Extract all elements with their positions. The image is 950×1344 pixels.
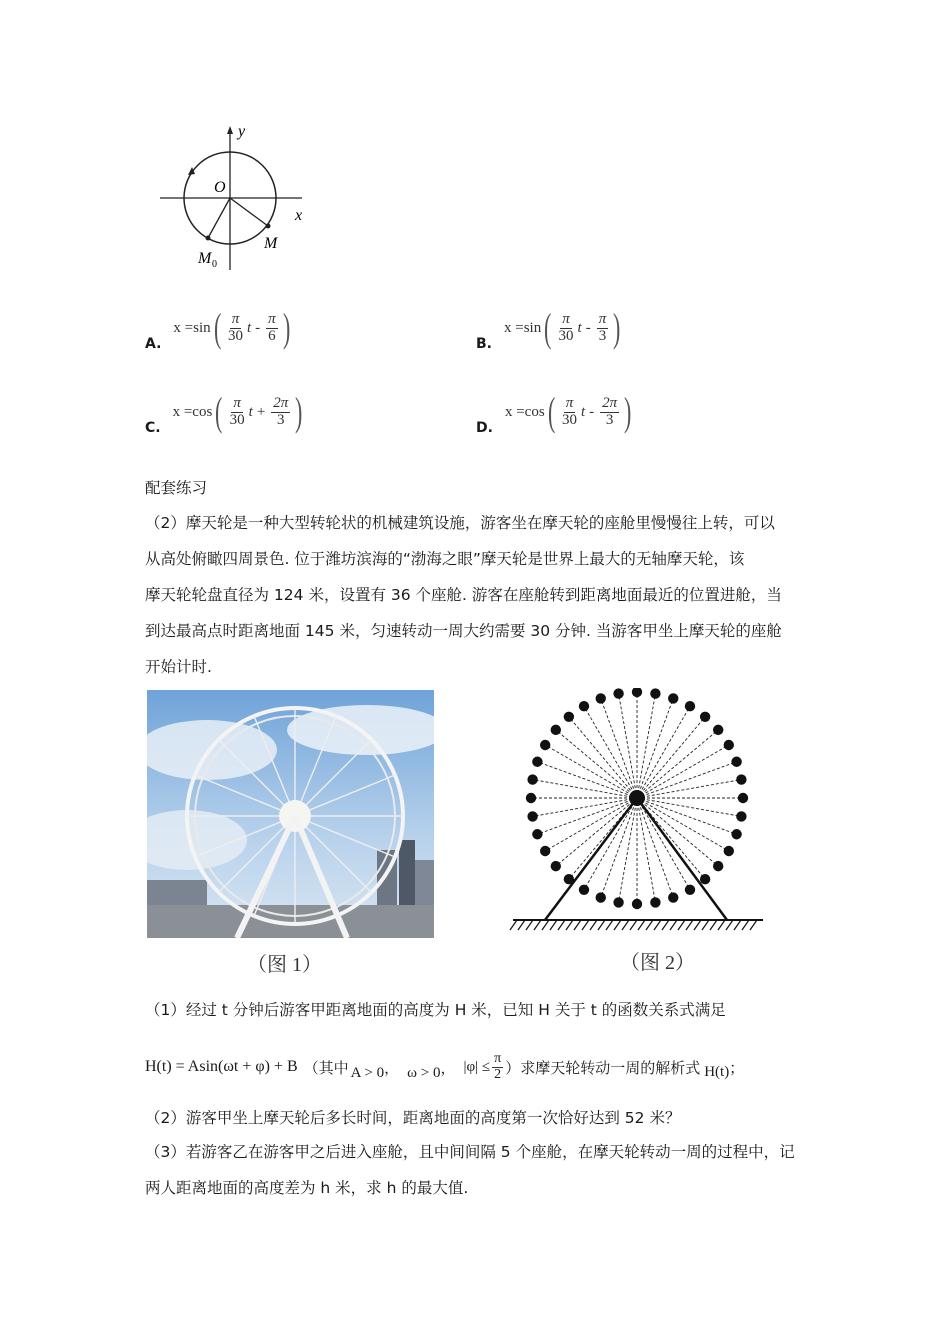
wheel-cabin [724, 740, 734, 750]
ground-hatch [670, 920, 677, 930]
ground-hatch [622, 920, 629, 930]
option-letter: D. [476, 420, 493, 436]
comma: ， [384, 1058, 400, 1077]
note-open: （其中 [303, 1058, 349, 1077]
wheel-cabin [579, 885, 589, 895]
ground-hatch [566, 920, 573, 930]
ferris-wheel-photo [147, 690, 434, 938]
phase-num: π [598, 310, 607, 327]
ground-hatch [574, 920, 581, 930]
phi-bound-den: 2 [494, 1066, 502, 1082]
wheel-cabin [685, 701, 695, 711]
problem-paragraph [145, 505, 825, 685]
wheel-cabin [713, 861, 723, 871]
wheel-spoke [619, 798, 637, 902]
question-1-formula [145, 1052, 744, 1082]
problem-line: 从高处俯瞰四周景色. 位于潍坊滨海的“渤海之眼”摩天轮是世界上最大的无轴摩天轮，该 [145, 550, 745, 568]
problem-line: （2）摩天轮是一种大型转轮状的机械建筑设施，游客坐在摩天轮的座舱里慢慢往上转，可以 [145, 514, 775, 532]
question-1: （1）经过 t 分钟后游客甲距离地面的高度为 H 米，已知 H 关于 t 的函数关系式满足 [145, 1001, 726, 1019]
wheel-cabin [532, 829, 542, 839]
wheel-cabin [540, 740, 550, 750]
note-close: ）求摩天轮转动一周的解析式 [505, 1058, 701, 1077]
height-function: H(t) = Asin(ωt + φ) + B [145, 1058, 298, 1076]
wheel-cabin [596, 693, 606, 703]
option-var: t [581, 403, 586, 420]
wheel-spoke [637, 798, 673, 898]
wheel-cabin [551, 725, 561, 735]
ground-hatch [606, 920, 613, 930]
coef-den: 30 [562, 411, 577, 428]
ground-hatch [702, 920, 709, 930]
ground-hatch [550, 920, 557, 930]
wheel-cabin [527, 774, 537, 784]
question-3-line: 两人距离地面的高度差为 h 米，求 h 的最大值. [145, 1179, 469, 1197]
ground-hatch [590, 920, 597, 930]
ground-hatch [662, 920, 669, 930]
comma: ， [440, 1058, 456, 1077]
wheel-cabin [650, 897, 660, 907]
phase-num: π [268, 310, 276, 327]
option-letter: B. [476, 336, 492, 352]
ground-hatch [542, 920, 549, 930]
origin-label: O [214, 179, 226, 196]
wheel-spoke [533, 798, 637, 816]
section-title: 配套练习 [145, 479, 208, 497]
phi-bound-num: π [494, 1051, 502, 1066]
ground-hatch [582, 920, 589, 930]
wheel-cabin [700, 712, 710, 722]
option-func: x =cos [172, 403, 213, 420]
question-2: （2）游客甲坐上摩天轮后多长时间，距离地面的高度第一次恰好达到 52 米？ [145, 1109, 681, 1127]
wheel-cabin [668, 892, 678, 902]
condition-a: A > 0 [350, 1064, 385, 1081]
ground-hatch [614, 920, 621, 930]
coef-den: 30 [227, 327, 243, 344]
ground-hatch [710, 920, 717, 930]
wheel-cabin [526, 793, 536, 803]
ground-hatch [638, 920, 645, 930]
coef-den: 30 [229, 411, 245, 428]
wheel-cabin [738, 793, 748, 803]
ground-hatch [734, 920, 741, 930]
phase-num: 2π [273, 394, 289, 411]
ht-symbol: H(t) [704, 1063, 730, 1080]
ground-hatch [678, 920, 685, 930]
option-var: t [577, 319, 582, 336]
phase-den: 6 [268, 327, 276, 344]
wheel-spoke [537, 762, 637, 798]
ground-hatch [694, 920, 701, 930]
wheel-cabin [613, 688, 623, 698]
wheel-cabin [736, 774, 746, 784]
ground-hatch [598, 920, 605, 930]
ground-hatch [654, 920, 661, 930]
option-b[interactable]: B. x =sin ( $\frac{\pi}{30}$ t - $\frac{\pi}{3}$ ) [476, 305, 621, 352]
x-axis-label: x [295, 207, 303, 224]
option-letter: C. [145, 420, 161, 436]
wheel-cabin [527, 811, 537, 821]
option-sign: + [256, 403, 266, 420]
ground-hatch [510, 920, 517, 930]
wheel-cabin [551, 861, 561, 871]
wheel-cabin [700, 874, 710, 884]
ground-hatch [726, 920, 733, 930]
option-var: t [246, 319, 252, 336]
problem-line: 到达最高点时距离地面 145 米，匀速转动一周大约需要 30 分钟. 当游客甲坐上摩天轮的座舱 [145, 622, 782, 640]
wheel-cabin [713, 725, 723, 735]
phase-den: 3 [277, 411, 285, 428]
wheel-cabin [650, 688, 660, 698]
coef-num: π [233, 394, 241, 411]
ground-hatch [742, 920, 749, 930]
wheel-spoke [533, 780, 637, 798]
ground-hatch [534, 920, 541, 930]
wheel-spoke [637, 780, 741, 798]
coef-num: π [565, 394, 574, 411]
figure-2-caption: （图 2） [620, 952, 695, 974]
wheel-spoke [601, 698, 637, 798]
wheel-cabin [540, 846, 550, 856]
unit-circle-figure [150, 120, 320, 280]
option-c[interactable]: C. x =cos ( $\frac{\pi}{30}$ t + $\frac{2\pi}{3}$ ) [145, 389, 303, 436]
ground-hatch [558, 920, 565, 930]
option-sign: - [255, 319, 261, 336]
question-3 [145, 1134, 795, 1206]
question-3-line: （3）若游客乙在游客甲之后进入座舱，且中间间隔 5 个座舱，在摩天轮转动一周的过程中，记 [145, 1143, 795, 1161]
ground-hatch [750, 920, 757, 930]
wheel-cabin [731, 757, 741, 767]
coef-den: 30 [558, 327, 574, 344]
condition-phi: |φ| ≤ [463, 1058, 491, 1075]
figure-1-caption: （图 1） [247, 954, 322, 976]
point-m0-label: M [198, 250, 212, 267]
wheel-cabin [632, 899, 642, 909]
wheel-cabin [736, 811, 746, 821]
wheel-spoke [637, 762, 737, 798]
option-letter: A. [145, 336, 162, 352]
option-sign: - [585, 319, 591, 336]
coef-num: π [562, 310, 570, 327]
ferris-wheel-diagram [505, 688, 770, 936]
wheel-cabin [532, 757, 542, 767]
wheel-spoke [637, 698, 673, 798]
wheel-cabin [613, 897, 623, 907]
ground-hatch [518, 920, 525, 930]
option-func: x =sin [173, 319, 211, 336]
wheel-cabin [685, 885, 695, 895]
phase-num: 2π [602, 394, 618, 411]
wheel-cabin [724, 846, 734, 856]
coef-num: π [231, 310, 240, 327]
condition-omega: ω > 0 [407, 1064, 441, 1081]
wheel-cabin [579, 701, 589, 711]
formula-end: ； [729, 1058, 745, 1077]
wheel-cabin [731, 829, 741, 839]
problem-line: 开始计时. [145, 658, 212, 676]
wheel-spoke [637, 798, 655, 902]
option-var: t [248, 403, 253, 420]
problem-line: 摩天轮轮盘直径为 124 米，设置有 36 个座舱. 游客在座舱转到距离地面最近的位置进舱，当 [145, 586, 782, 604]
point-m0-subscript: 0 [212, 259, 217, 270]
wheel-cabin [596, 892, 606, 902]
wheel-spoke [637, 694, 655, 798]
option-a[interactable]: A. x =sin ( $\frac{\pi}{30}$ t - $\frac{\pi}{6}$ ) [145, 305, 290, 352]
y-axis-label: y [238, 123, 246, 140]
ground-hatch [718, 920, 725, 930]
wheel-spoke [619, 694, 637, 798]
wheel-spoke [601, 798, 637, 898]
wheel-cabin [632, 688, 642, 697]
ground-hatch [630, 920, 637, 930]
wheel-spoke [637, 798, 737, 834]
ground-hatch [646, 920, 653, 930]
option-func: x =sin [504, 319, 542, 336]
wheel-spoke [637, 798, 741, 816]
phase-den: 3 [598, 327, 607, 344]
point-m-label: M [264, 235, 278, 252]
wheel-cabin [668, 693, 678, 703]
wheel-cabin [564, 712, 574, 722]
ground-hatch [686, 920, 693, 930]
ground-hatch [526, 920, 533, 930]
option-func: x =cos [504, 403, 545, 420]
option-sign: - [589, 403, 595, 420]
option-d[interactable]: D. x =cos ( $\frac{\pi}{30}$ t - $\frac{2\pi}{3}$ ) [476, 389, 632, 436]
phase-den: 3 [605, 411, 614, 428]
